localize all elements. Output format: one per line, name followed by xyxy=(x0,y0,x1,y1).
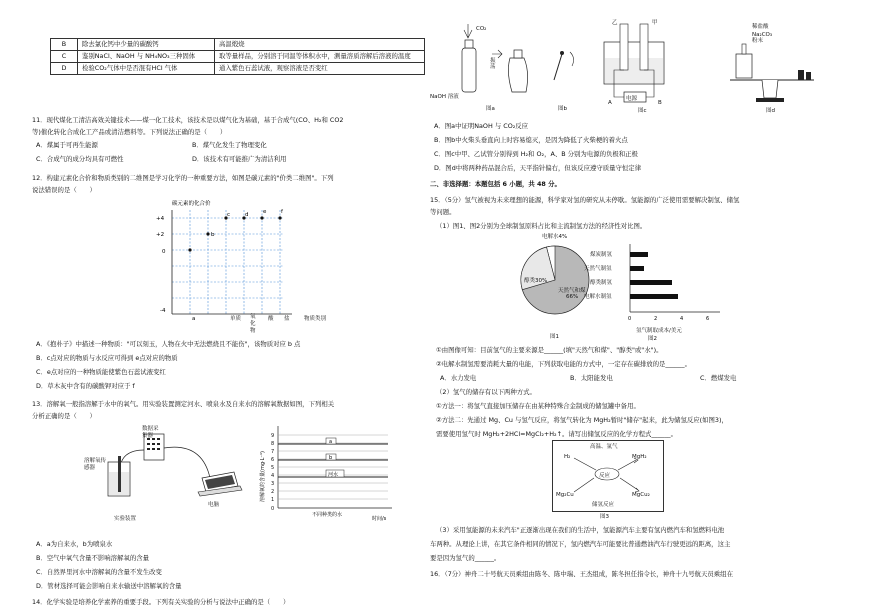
q15-method2-cont: 需要使用氢气时 MgH₂+2HCl=MgCl₂+H₂↑。请写出储氢反应的化学方程式______。 xyxy=(436,430,677,438)
y-tick: 6 xyxy=(271,457,275,463)
pie-label-electrolysis: 电解水4% xyxy=(542,234,568,240)
chart-caption: 不同种类的水 xyxy=(312,512,343,518)
q15-sub2: （2）氢气的储存有以下两种方式。 xyxy=(436,388,536,396)
point-b xyxy=(206,232,209,235)
q11-option-b: B．煤气化发生了物理变化 xyxy=(192,141,267,149)
q15-method1: ①方法一：将氢气直接加压储存在由某种特殊合金制成的储氢罐中备用。 xyxy=(436,402,640,410)
bar-x-tick: 0 xyxy=(628,316,632,322)
bar-label: 醇类制氢 xyxy=(590,280,613,286)
dissolved-oxygen-chart xyxy=(254,422,404,522)
q12-option-d: D．草木灰中含有的碳酸钾对应于 f xyxy=(36,382,135,390)
bar-x-tick: 2 xyxy=(654,316,658,322)
point-label: f xyxy=(281,209,283,215)
q14-option-c: C．图c中甲、乙试管分别得到 H₂和 O₂，A、B 分别为电源的负极和正极 xyxy=(434,150,638,158)
row-key: D xyxy=(51,63,78,75)
tube-yi-label: 乙 xyxy=(612,20,618,26)
row-method: 通入紫色石蕊试液，观察溶液是否变红 xyxy=(215,63,425,75)
point-label: e xyxy=(263,209,267,215)
x-tick: 酸 xyxy=(268,316,274,322)
y-tick: 1 xyxy=(271,497,275,503)
fig-c-label: 图c xyxy=(638,108,647,114)
x-tick: 盐 xyxy=(284,316,290,322)
bar-x-axis-label: 氢气制取成本/美元 xyxy=(636,328,682,334)
section-heading: 二、非选择题：本题包括 6 小题，共 48 分。 xyxy=(430,180,561,188)
q12-option-c: C．e点对应的一种物质能使紫色石蕊试液变红 xyxy=(36,368,166,376)
q15-sub3-cont: 车两种。从理论上讲，在其它条件相同的情况下，氢内燃汽车可能要比普通燃油汽车行驶更远的距离，这主 xyxy=(430,540,731,548)
q11-stem-cont: 等)催化转化合成化工产品或清洁燃料等。下列说法正确的是（ ） xyxy=(32,128,227,136)
q13-stem: 13．溶解氧一般指溶解于水中的氧气。用实验装置测定河水、喷泉水及自来水的溶解氧数据如图，下列相关 xyxy=(32,400,335,408)
cycle-mgcu2: MgCu₂ xyxy=(632,492,650,498)
computer-label: 电脑 xyxy=(208,502,220,508)
table-row xyxy=(51,63,425,75)
x-axis-label: 时间/s xyxy=(372,516,387,522)
q14-option-a: A．图a中证明NaOH 与 CO₂反应 xyxy=(434,122,529,130)
y-tick: 4 xyxy=(271,473,275,479)
sensor-icon xyxy=(118,456,121,492)
point-e xyxy=(260,216,263,219)
cycle-top-label: 高温、氩气 xyxy=(590,444,618,450)
fig-b-label: 图b xyxy=(558,106,567,112)
y-tick: -4 xyxy=(160,308,166,314)
electrode-a-label: A xyxy=(608,100,612,106)
y-tick: 9 xyxy=(271,433,275,439)
options-table xyxy=(50,38,425,75)
squeezed-bottle-icon xyxy=(508,58,527,92)
cycle-mgh2: MgH₂ xyxy=(632,454,647,460)
pie-label-alcohol: 醇类30% xyxy=(524,278,548,284)
point-a xyxy=(188,248,191,251)
setup-caption: 实验装置 xyxy=(114,516,137,522)
point-label: a xyxy=(192,316,196,322)
row-key: C xyxy=(51,51,78,63)
bar-chart-fig2 xyxy=(620,240,730,326)
q15-sub3: （3）采用氢能源的未来汽车"正逐渐出现在我们的生活中，氢能源汽车主要有氢内燃汽车和氢燃料电池 xyxy=(436,526,725,534)
fig1-caption: 图1 xyxy=(550,334,559,340)
bar-coal xyxy=(630,252,648,257)
table-row xyxy=(51,39,425,51)
co2-label: CO₂ xyxy=(476,26,487,32)
y-tick: 0 xyxy=(271,506,275,512)
cycle-bottom-label: 储氢反应 xyxy=(592,502,615,508)
electrode-b-label: B xyxy=(658,100,662,106)
cycle-h2: H₂ xyxy=(564,454,571,460)
q13-stem-cont: 分析正确的是（ ） xyxy=(32,412,96,420)
sensor-label: 溶解氧传感器 xyxy=(84,458,107,471)
q13-option-b: B．空气中氧气含量不影响溶解氧的含量 xyxy=(36,554,150,562)
match-icon xyxy=(554,54,562,80)
q15-option-a: A．水力发电 xyxy=(440,374,477,382)
y-tick: 2 xyxy=(271,489,275,495)
y-tick: 8 xyxy=(271,441,275,447)
row-method: 取等量样品，分别溶于同温等体积水中，测量溶质溶解后溶液的温度 xyxy=(215,51,425,63)
tube-jia-icon xyxy=(640,24,648,70)
q13-option-c: C．自然界里河水中溶解氧的含量不发生改变 xyxy=(36,568,162,576)
q15-option-b: B．太阳能发电 xyxy=(570,374,613,382)
bar-label: 天然气制氢 xyxy=(584,266,612,272)
power-label: 电源 xyxy=(626,96,638,102)
q16-stem: 16．（7分）神舟二十号航天员乘组由陈冬、陈中瑞、王杰组成，陈冬担任指令长，神舟十九号航天员乘组在 xyxy=(430,570,733,578)
q11-option-c: C．合成气的成分均具有可燃性 xyxy=(36,155,124,163)
q12-stem: 12．构建元素化合价和物质类别的二维图是学习化学的一种重要方法，如图是碳元素的"价类二维图"。下列 xyxy=(32,174,334,182)
row-key: B xyxy=(51,39,78,51)
q14-option-d: D．图d中将两种药品混合后，天平指针偏右，但该反应遵守质量守恒定律 xyxy=(434,164,642,172)
fig3-caption: 图3 xyxy=(600,514,609,520)
q11-stem: 11．现代煤化工清洁高效关键技术——煤一化工技术，该技术是以煤气化为基础，基于合成气(CO、H₂和 CO2 xyxy=(32,116,344,124)
collector-label: 数据采集器 xyxy=(142,426,159,439)
bar-alcohol xyxy=(630,280,672,285)
q13-option-a: A．a为自来水，b为喷泉水 xyxy=(36,540,113,548)
bar-label: 煤炭制氢 xyxy=(590,252,613,258)
q11-option-d: D．该技术有可能推广为清洁利用 xyxy=(192,155,287,163)
bar-electrolysis xyxy=(630,294,678,299)
acid-label: 稀盐酸 xyxy=(752,24,769,30)
bar-label: 电解水制氢 xyxy=(584,294,612,300)
x-tick: 氧化物 xyxy=(250,314,256,334)
q14-stem: 14．化学实验是培养化学素养的重要手段。下列有关实验的分析与说法中正确的是（ ） xyxy=(32,598,290,606)
shake-label: 振荡 xyxy=(490,58,496,70)
y-tick: 5 xyxy=(271,465,275,471)
y-tick: +4 xyxy=(156,216,165,222)
q12-stem-cont: 说法错误的是（ ） xyxy=(32,186,96,194)
row-method: 高温煅烧 xyxy=(215,39,425,51)
q15-stem: 15．（5分）氢气被视为未来理想的能源，科学家对氢的研究从未停歇。氢能源的广泛使用需要解决制氢、储氢 xyxy=(430,196,740,204)
fig-d-label: 图d xyxy=(766,108,775,114)
na2co3-label: Na₂CO₃ 粉末 xyxy=(752,32,773,44)
y-tick: +2 xyxy=(156,232,165,238)
tube-yi-icon xyxy=(620,24,628,70)
q15-1-b: ②电解水制氢需要消耗大量的电能，下列获取电能的方式中，一定存在碳排放的是______。 xyxy=(436,360,691,368)
q15-option-c: C．燃煤发电 xyxy=(700,374,737,382)
bar-gas xyxy=(630,266,644,271)
row-purpose: 鉴别NaCl、NaOH 与 NH₄NO₃三种固体 xyxy=(78,51,215,63)
bottle-icon xyxy=(462,48,476,92)
fig2-caption: 图2 xyxy=(648,336,657,342)
chart-y-label: 碳元素的化合价 xyxy=(172,201,211,207)
row-purpose: 除去氯化钙中少量的碳酸钙 xyxy=(78,39,215,51)
weight-icon xyxy=(798,70,804,80)
q15-stem-cont: 等问题。 xyxy=(430,208,456,216)
y-tick: 0 xyxy=(162,249,166,255)
table-row xyxy=(51,51,425,63)
point-label: c xyxy=(227,212,231,218)
q15-method2: ②方法二：先通过 Mg、Cu 与氢气反应，将氢气转化为 MgH₂暂时"储存"起来，此为储氢反应(如图3)， xyxy=(436,416,728,424)
q15-sub3-end: 要是因为氢气的______。 xyxy=(430,554,501,562)
y-axis-label: 溶解氧的含量(mg·L⁻¹) xyxy=(260,451,266,502)
tube-jia-label: 甲 xyxy=(652,20,658,26)
y-tick: 3 xyxy=(271,481,275,487)
q12-option-b: B．c点对应的物质与水反应可得到 e点对应的物质 xyxy=(36,354,178,362)
point-label: b xyxy=(211,232,215,238)
x-axis-label: 物质类别 xyxy=(304,316,327,322)
pie-label-gas-coal: 天然气和煤 xyxy=(558,288,586,294)
naoh-label: NaOH 溶液 xyxy=(430,94,459,100)
flask-icon xyxy=(736,54,752,78)
series-label: 河水 xyxy=(328,472,339,478)
q13-option-d: D．管材选择可能会影响自来水输送中溶解氧的含量 xyxy=(36,582,182,590)
q14-option-b: B．图b中火柴头垂直向上时容易熄灭，是因为降低了火柴梗的着火点 xyxy=(434,136,628,144)
pie-label-gas-coal-pct: 66% xyxy=(566,294,579,300)
series-label: a xyxy=(329,439,333,445)
point-f xyxy=(278,216,281,219)
q11-option-a: A．煤属于可再生能源 xyxy=(36,141,98,149)
fig-a-label: 图a xyxy=(486,106,495,112)
series-label: b xyxy=(329,455,333,461)
x-tick: 单质 xyxy=(230,316,242,322)
bar-x-tick: 4 xyxy=(680,316,684,322)
q12-option-a: A．《抱朴子》中描述一种物质："可以刻玉，人物在火中无法燃烧且不能伤"，该物质对应 b 点 xyxy=(36,340,301,348)
row-purpose: 检验CO₂气体中是否混有HCl 气体 xyxy=(78,63,215,75)
q15-1-a: ①由图像可知：目前氢气的主要来源是______(填"天然气和煤"、"醇类"或"水")。 xyxy=(436,346,663,354)
y-tick: 7 xyxy=(271,449,275,455)
q15-sub1: （1）图1、图2分别为全球制氢原料占比和主流制氢方法的经济性对比图。 xyxy=(436,222,647,230)
point-label: d xyxy=(245,212,249,218)
cycle-mgcu: Mg₂Cu xyxy=(556,492,574,498)
bar-x-tick: 6 xyxy=(706,316,710,322)
cycle-center: 反应 xyxy=(599,473,611,479)
